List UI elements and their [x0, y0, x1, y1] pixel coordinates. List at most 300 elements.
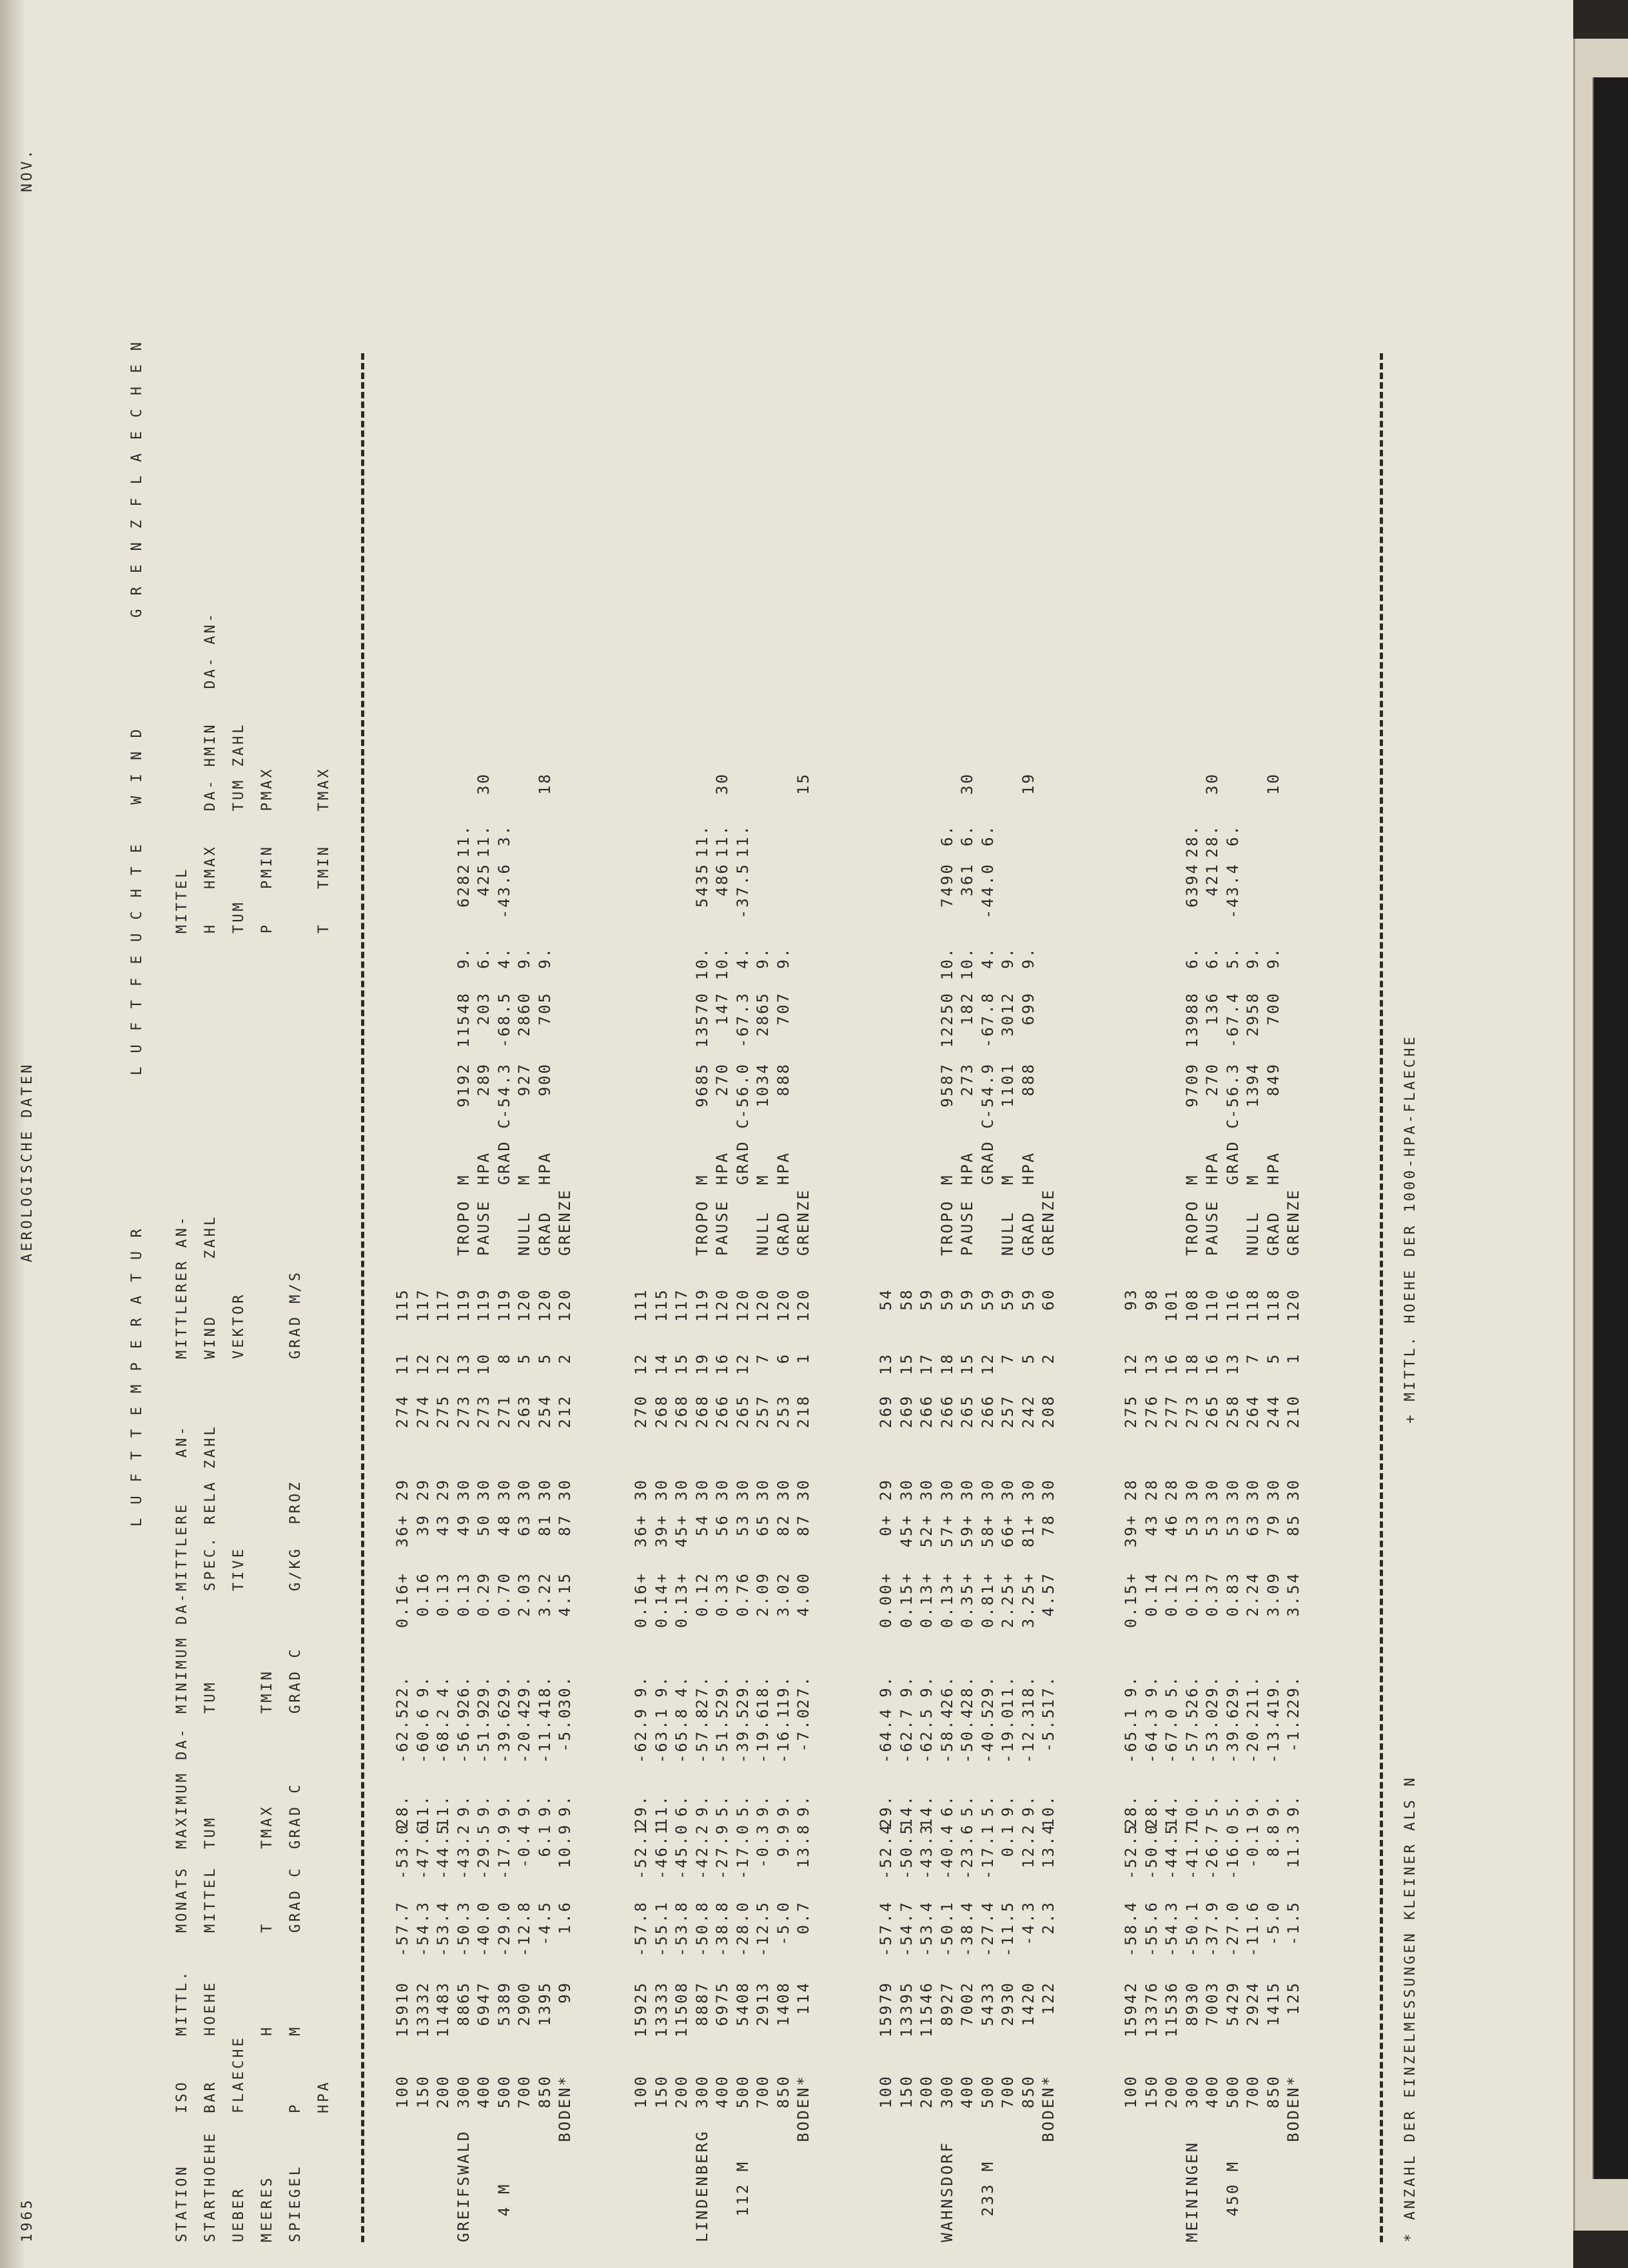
cell: 11536	[1162, 1981, 1181, 2038]
boundary-cell: 3.	[495, 824, 513, 846]
cell: 273	[454, 1394, 473, 1429]
boundary-cell: 11.	[454, 824, 473, 858]
boundary-cell: 10.	[692, 946, 711, 981]
boundary-cell: GRENZE	[556, 1188, 574, 1256]
cell: 30	[1264, 1478, 1282, 1501]
boundary-cell: 270	[1203, 1062, 1221, 1097]
cell: 5.	[978, 1794, 997, 1817]
boundary-cell: NULL	[515, 1211, 533, 1256]
cell: 100	[393, 2075, 411, 2109]
cell: 266	[978, 1394, 997, 1429]
boundary-cell: -56.3	[1223, 1062, 1242, 1119]
cell: 65	[754, 1514, 772, 1536]
header-boundary-layers-line: MITTEL	[174, 866, 190, 934]
cell: 8865	[454, 1981, 473, 2026]
cell: 29.	[1203, 1675, 1221, 1709]
cell: -12.5	[754, 1901, 772, 1957]
cell: 13.4	[1039, 1823, 1057, 1868]
header-boundary-layers-line: P PMIN PMAX	[259, 767, 275, 934]
cell: 14	[652, 1353, 671, 1375]
cell: -63.1	[652, 1707, 671, 1764]
cell: -67.0	[1162, 1707, 1181, 1764]
boundary-cell: NULL	[999, 1211, 1017, 1256]
cell: 276	[1142, 1394, 1161, 1429]
boundary-cell: 13570	[692, 992, 711, 1048]
cell: -17.0	[733, 1823, 752, 1880]
boundary-cell: 11.	[475, 824, 493, 858]
cell: 11546	[917, 1981, 936, 2038]
boundary-cell: 182	[958, 992, 976, 1026]
boundary-cell: HPA	[475, 1151, 493, 1185]
cell: 11.	[434, 1794, 452, 1828]
cell: 200	[917, 2075, 936, 2109]
cell: 273	[1182, 1394, 1201, 1429]
boundary-cell: 12250	[937, 992, 956, 1048]
cell: 850	[535, 2075, 554, 2109]
cell: 17	[917, 1353, 936, 1375]
cell: 117	[413, 1288, 432, 1322]
cell: 15	[897, 1353, 916, 1375]
cell: 26.	[454, 1675, 473, 1709]
station-name: MEININGEN	[1182, 2140, 1201, 2242]
boundary-cell: M	[515, 1173, 533, 1185]
cell: 13	[1223, 1353, 1242, 1375]
cell: 500	[495, 2075, 513, 2109]
cell: 0.12	[1162, 1572, 1181, 1617]
boundary-cell: 30	[1203, 772, 1221, 795]
boundary-cell: 10.	[713, 946, 731, 981]
cell: 9.	[774, 1794, 792, 1817]
header-humidity-line: SPEC. RELA ZAHL	[202, 1424, 219, 1591]
cell: 29	[434, 1478, 452, 1501]
header-minimum-line: MINIMUM DA-	[174, 1591, 190, 1714]
cell: 30	[958, 1478, 976, 1501]
cell: 29.	[733, 1675, 752, 1709]
cell: 114	[794, 1981, 812, 2015]
cell: 30	[535, 1478, 554, 1501]
cell: 30	[794, 1478, 812, 1501]
cell: 30	[672, 1478, 691, 1501]
cell: 700	[999, 2075, 1017, 2109]
cell: 150	[897, 2075, 916, 2109]
cell: 39	[413, 1514, 432, 1536]
cell: 0.81+	[978, 1572, 997, 1628]
cell: 30	[733, 1478, 752, 1501]
boundary-cell: 7490	[937, 863, 956, 908]
cell: 5429	[1223, 1981, 1242, 2026]
cell: 120	[733, 1288, 752, 1322]
cell: 59	[1019, 1288, 1037, 1311]
cell: 119	[495, 1288, 513, 1322]
cell: 11.	[413, 1794, 432, 1828]
cell: -20.2	[1244, 1707, 1262, 1764]
cell: 28.	[1122, 1794, 1140, 1828]
cell: -43.2	[454, 1823, 473, 1880]
cell: -58.4	[937, 1707, 956, 1764]
cell: 208	[1039, 1394, 1057, 1429]
cell: -54.3	[1162, 1901, 1181, 1957]
boundary-cell: 4.	[733, 946, 752, 969]
cell: 115	[393, 1288, 411, 1322]
header-boundary-layers-line: TUM TUM ZAHL	[231, 722, 247, 934]
boundary-cell: 30	[713, 772, 731, 795]
boundary-cell: 28.	[1203, 824, 1221, 858]
cell: 9.	[652, 1675, 671, 1697]
cell: 9.	[1244, 1794, 1262, 1817]
header-isobaric-level-line: BAR	[202, 2080, 219, 2113]
cell: -64.4	[877, 1707, 895, 1764]
boundary-cell: 270	[713, 1062, 731, 1097]
cell: 53	[733, 1514, 752, 1536]
cell: 120	[1284, 1288, 1302, 1322]
cell: 9.	[413, 1675, 432, 1697]
cell: 0.7	[794, 1901, 812, 1935]
boundary-cell: 15	[794, 772, 812, 795]
cell: -12.3	[1019, 1707, 1037, 1764]
boundary-cell: TROPO	[937, 1199, 956, 1256]
cell: 270	[632, 1394, 650, 1429]
cell: 12	[1122, 1353, 1140, 1375]
cell: 26.	[1182, 1675, 1201, 1709]
cell: 7002	[958, 1981, 976, 2026]
header-monthly-mean-line: GRAD C	[288, 1866, 304, 1933]
footnote-anzahl: * ANZAHL DER EINZELMESSUNGEN KLEINER ALS N	[1402, 1775, 1418, 2242]
cell: -37.9	[1203, 1901, 1221, 1957]
cell: 66+	[999, 1514, 1017, 1548]
cell: 266	[917, 1394, 936, 1429]
cell: 9.	[515, 1794, 533, 1817]
cell: -46.1	[652, 1823, 671, 1880]
cell: 15	[672, 1353, 691, 1375]
cell: 9.	[999, 1794, 1017, 1817]
boundary-cell: 5.	[1223, 946, 1242, 969]
cell: 19	[692, 1353, 711, 1375]
cell: 18.	[754, 1675, 772, 1709]
cell: 29.	[713, 1675, 731, 1709]
boundary-cell: 888	[1019, 1062, 1037, 1097]
cell: 46	[1162, 1514, 1181, 1536]
cell: 11.	[652, 1794, 671, 1828]
cell: 18.	[535, 1675, 554, 1709]
cell: 0.14	[1142, 1572, 1161, 1617]
cell: -19.0	[999, 1707, 1017, 1764]
cell: 19.	[774, 1675, 792, 1709]
cell: -11.4	[535, 1707, 554, 1764]
cell: -23.6	[958, 1823, 976, 1880]
footnote-mittl-hoehe: + MITTL. HOEHE DER 1000-HPA-FLAECHE	[1402, 1034, 1418, 1423]
boundary-cell: 6.	[475, 946, 493, 969]
cell: 268	[652, 1394, 671, 1429]
header-isobaric-level-line: FLAECHE	[231, 2035, 247, 2113]
cell: 8927	[937, 1981, 956, 2026]
header-station-line: SPIEGEL	[288, 2164, 304, 2242]
boundary-cell: PAUSE	[713, 1199, 731, 1256]
cell: 30	[1182, 1478, 1201, 1501]
boundary-cell: 1034	[754, 1062, 772, 1108]
cell: 9.	[495, 1794, 513, 1817]
cell: -5.0	[1264, 1901, 1282, 1946]
station-altitude: 112 M	[733, 2160, 752, 2216]
cell: 8	[495, 1353, 513, 1364]
cell: 30	[692, 1478, 711, 1501]
cell: -65.8	[672, 1707, 691, 1764]
boundary-cell: 10	[1264, 772, 1282, 795]
cell: 5.	[1162, 1675, 1181, 1697]
cell: 5	[1019, 1353, 1037, 1364]
cell: 39+	[1122, 1514, 1140, 1548]
boundary-cell: 1101	[999, 1062, 1017, 1108]
boundary-cell: 1394	[1244, 1062, 1262, 1108]
boundary-cell: 707	[774, 992, 792, 1026]
heading-luftfeuchte: L U F T F E U C H T E	[129, 841, 145, 1075]
header-humidity-line: TIVE	[231, 1547, 247, 1591]
cell: 3.02	[774, 1572, 792, 1617]
cell: 2930	[999, 1981, 1017, 2026]
cell: 39+	[652, 1514, 671, 1548]
boundary-cell: M	[754, 1173, 772, 1185]
header-station-line: STARTHOEHE	[202, 2131, 219, 2242]
cell: 253	[774, 1394, 792, 1429]
cell: 49	[454, 1514, 473, 1536]
boundary-cell: 6.	[937, 824, 956, 846]
cell: 117	[434, 1288, 452, 1322]
cell: 268	[692, 1394, 711, 1429]
cell: 59+	[958, 1514, 976, 1548]
cell: 22.	[393, 1675, 411, 1709]
cell: 5389	[495, 1981, 513, 2026]
cell: 5.	[733, 1794, 752, 1817]
cell: 274	[393, 1394, 411, 1429]
cell: -50.3	[454, 1901, 473, 1957]
cell: 87	[794, 1514, 812, 1536]
station-name: LINDENBERG	[692, 2129, 711, 2242]
boundary-cell: 13988	[1182, 992, 1201, 1048]
cell: 9.	[794, 1794, 812, 1817]
cell: 16	[713, 1353, 731, 1375]
boundary-cell: 9.	[774, 946, 792, 969]
cell: 0.33	[713, 1572, 731, 1617]
cell: -0.4	[515, 1823, 533, 1868]
cell: -27.4	[978, 1901, 997, 1957]
boundary-cell: HPA	[1264, 1151, 1282, 1185]
cell: 81+	[1019, 1514, 1037, 1548]
cell: 274	[413, 1394, 432, 1429]
cell: 700	[754, 2075, 772, 2109]
boundary-cell: 9.	[999, 946, 1017, 969]
station-name: GREIFSWALD	[454, 2129, 473, 2242]
header-isobaric-level-line: HPA	[316, 2080, 332, 2113]
boundary-cell: GRAD C	[733, 1117, 752, 1185]
cell: -50.5	[897, 1823, 916, 1880]
cell: -11.6	[1244, 1901, 1262, 1957]
cell: 43	[434, 1514, 452, 1536]
cell: 9.	[1264, 1794, 1282, 1817]
header-station-line: MEERES	[259, 2175, 275, 2242]
boundary-cell: -54.3	[495, 1062, 513, 1119]
cell: 50	[475, 1514, 493, 1536]
cell: 29	[413, 1478, 432, 1501]
cell: 52+	[917, 1514, 936, 1548]
cell: 29.	[475, 1675, 493, 1709]
cell: 9.	[1284, 1794, 1302, 1817]
cell: 273	[475, 1394, 493, 1429]
cell: 265	[958, 1394, 976, 1429]
cell: 0.13+	[917, 1572, 936, 1628]
boundary-cell: -56.0	[733, 1062, 752, 1119]
cell: 12	[434, 1353, 452, 1375]
cell: 98	[1142, 1288, 1161, 1311]
header-mean-height-line: M	[288, 2024, 304, 2036]
cell: 30	[713, 1478, 731, 1501]
boundary-cell: 6282	[454, 863, 473, 908]
cell: -40.5	[978, 1707, 997, 1764]
boundary-cell: HPA	[774, 1151, 792, 1185]
cell: 13333	[652, 1981, 671, 2038]
cell: 79	[1264, 1514, 1282, 1536]
cell: 13332	[413, 1981, 432, 2038]
cell: 1	[1284, 1353, 1302, 1364]
cell: 4.	[434, 1675, 452, 1697]
cell: -53.4	[434, 1901, 452, 1957]
cell: 0.76	[733, 1572, 752, 1617]
cell: 400	[475, 2075, 493, 2109]
boundary-cell: -43.6	[495, 863, 513, 919]
boundary-cell: 10.	[958, 946, 976, 981]
cell: 11.3	[1284, 1823, 1302, 1868]
cell: 12	[632, 1353, 650, 1375]
cell: 14.	[897, 1794, 916, 1828]
cell: 2	[1039, 1353, 1057, 1364]
cell: 6	[774, 1353, 792, 1364]
cell: 100	[1122, 2075, 1140, 2109]
cell: 28	[1122, 1478, 1140, 1501]
cell: 0.13	[454, 1572, 473, 1617]
boundary-cell: 28.	[1182, 824, 1201, 858]
cell: 29.	[877, 1794, 895, 1828]
cell: 7	[1244, 1353, 1262, 1364]
boundary-cell: M	[1244, 1173, 1262, 1185]
cell: -51.5	[713, 1707, 731, 1764]
boundary-cell: GRAD	[774, 1211, 792, 1256]
cell: 2.24	[1244, 1572, 1262, 1617]
boundary-cell: PAUSE	[958, 1199, 976, 1256]
cell: -0.1	[1244, 1823, 1262, 1868]
boundary-cell: -37.5	[733, 863, 752, 919]
cell: 200	[672, 2075, 691, 2109]
cell: 0.13+	[937, 1572, 956, 1628]
cell: 93	[1122, 1288, 1140, 1311]
boundary-cell: 6.	[978, 824, 997, 846]
cell: 16	[1203, 1353, 1221, 1375]
boundary-cell: HPA	[958, 1151, 976, 1185]
boundary-cell: 361	[958, 863, 976, 897]
cell: 264	[1244, 1394, 1262, 1429]
cell: 2.3	[1039, 1901, 1057, 1935]
boundary-cell: 900	[535, 1062, 554, 1097]
boundary-cell: HPA	[1203, 1151, 1221, 1185]
cell: 1420	[1019, 1981, 1037, 2026]
cell: 9.9	[774, 1823, 792, 1857]
boundary-cell: 11.	[692, 824, 711, 858]
month-label: NOV.	[19, 148, 35, 192]
cell: 9.	[692, 1794, 711, 1817]
boundary-cell: 136	[1203, 992, 1221, 1026]
cell: 269	[877, 1394, 895, 1429]
cell: 5.	[958, 1794, 976, 1817]
cell: 266	[937, 1394, 956, 1429]
cell: 1.6	[556, 1901, 574, 1935]
header-monthly-mean-line: MITTEL	[202, 1866, 219, 1933]
cell: 53	[1223, 1514, 1242, 1536]
cell: -54.7	[897, 1901, 916, 1957]
cell: 2900	[515, 1981, 533, 2026]
boundary-cell: TROPO	[454, 1199, 473, 1256]
cell: 12	[733, 1353, 752, 1375]
cell: 30	[556, 1478, 574, 1501]
cell: 43	[1142, 1514, 1161, 1536]
cell: 6975	[713, 1981, 731, 2026]
cell: 1408	[774, 1981, 792, 2026]
cell: 4.57	[1039, 1572, 1057, 1617]
cell: 48	[495, 1514, 513, 1536]
cell: 400	[1203, 2075, 1221, 2109]
cell: 119	[475, 1288, 493, 1322]
cell: 0.1	[999, 1823, 1017, 1857]
cell: 0.16	[413, 1572, 432, 1617]
boundary-cell: 11.	[733, 824, 752, 858]
boundary-cell: 19	[1019, 772, 1037, 795]
footer-divider	[1380, 353, 1383, 2242]
cell: 275	[434, 1394, 452, 1429]
cell: -52.5	[1122, 1823, 1140, 1880]
cell: 1415	[1264, 1981, 1282, 2026]
cell: -50.1	[1182, 1901, 1201, 1957]
cell: 9.	[897, 1675, 916, 1697]
cell: 18	[937, 1353, 956, 1375]
boundary-cell: 9685	[692, 1062, 711, 1108]
cell: 30	[632, 1478, 650, 1501]
boundary-cell: 273	[958, 1062, 976, 1097]
cell: -19.6	[754, 1707, 772, 1764]
cell: 9.	[454, 1794, 473, 1817]
cell: 0.35+	[958, 1572, 976, 1628]
cell: 87	[556, 1514, 574, 1536]
cell: 54	[877, 1288, 895, 1311]
cell: 300	[692, 2075, 711, 2109]
cell: -39.6	[495, 1707, 513, 1764]
cell: -62.9	[632, 1707, 650, 1764]
cell: 45+	[897, 1514, 916, 1548]
header-mean-height-line: H	[259, 2024, 275, 2036]
boundary-cell: 9.	[1019, 946, 1037, 969]
boundary-cell: 6.	[1223, 824, 1242, 846]
cell: 265	[1203, 1394, 1221, 1429]
cell: 119	[692, 1288, 711, 1322]
cell: 150	[1142, 2075, 1161, 2109]
boundary-cell: 30	[958, 772, 976, 795]
cell: 0.13	[434, 1572, 452, 1617]
cell: 99	[556, 1981, 574, 2004]
cell: 5.	[1203, 1794, 1221, 1817]
boundary-cell: GRENZE	[1039, 1188, 1057, 1256]
cell: 9.	[556, 1794, 574, 1817]
cell: 6.	[937, 1794, 956, 1817]
boundary-cell: 9.	[454, 946, 473, 969]
boundary-cell: 2860	[515, 992, 533, 1037]
cell: 700	[515, 2075, 533, 2109]
cell: 27.	[692, 1675, 711, 1709]
cell: 265	[733, 1394, 752, 1429]
